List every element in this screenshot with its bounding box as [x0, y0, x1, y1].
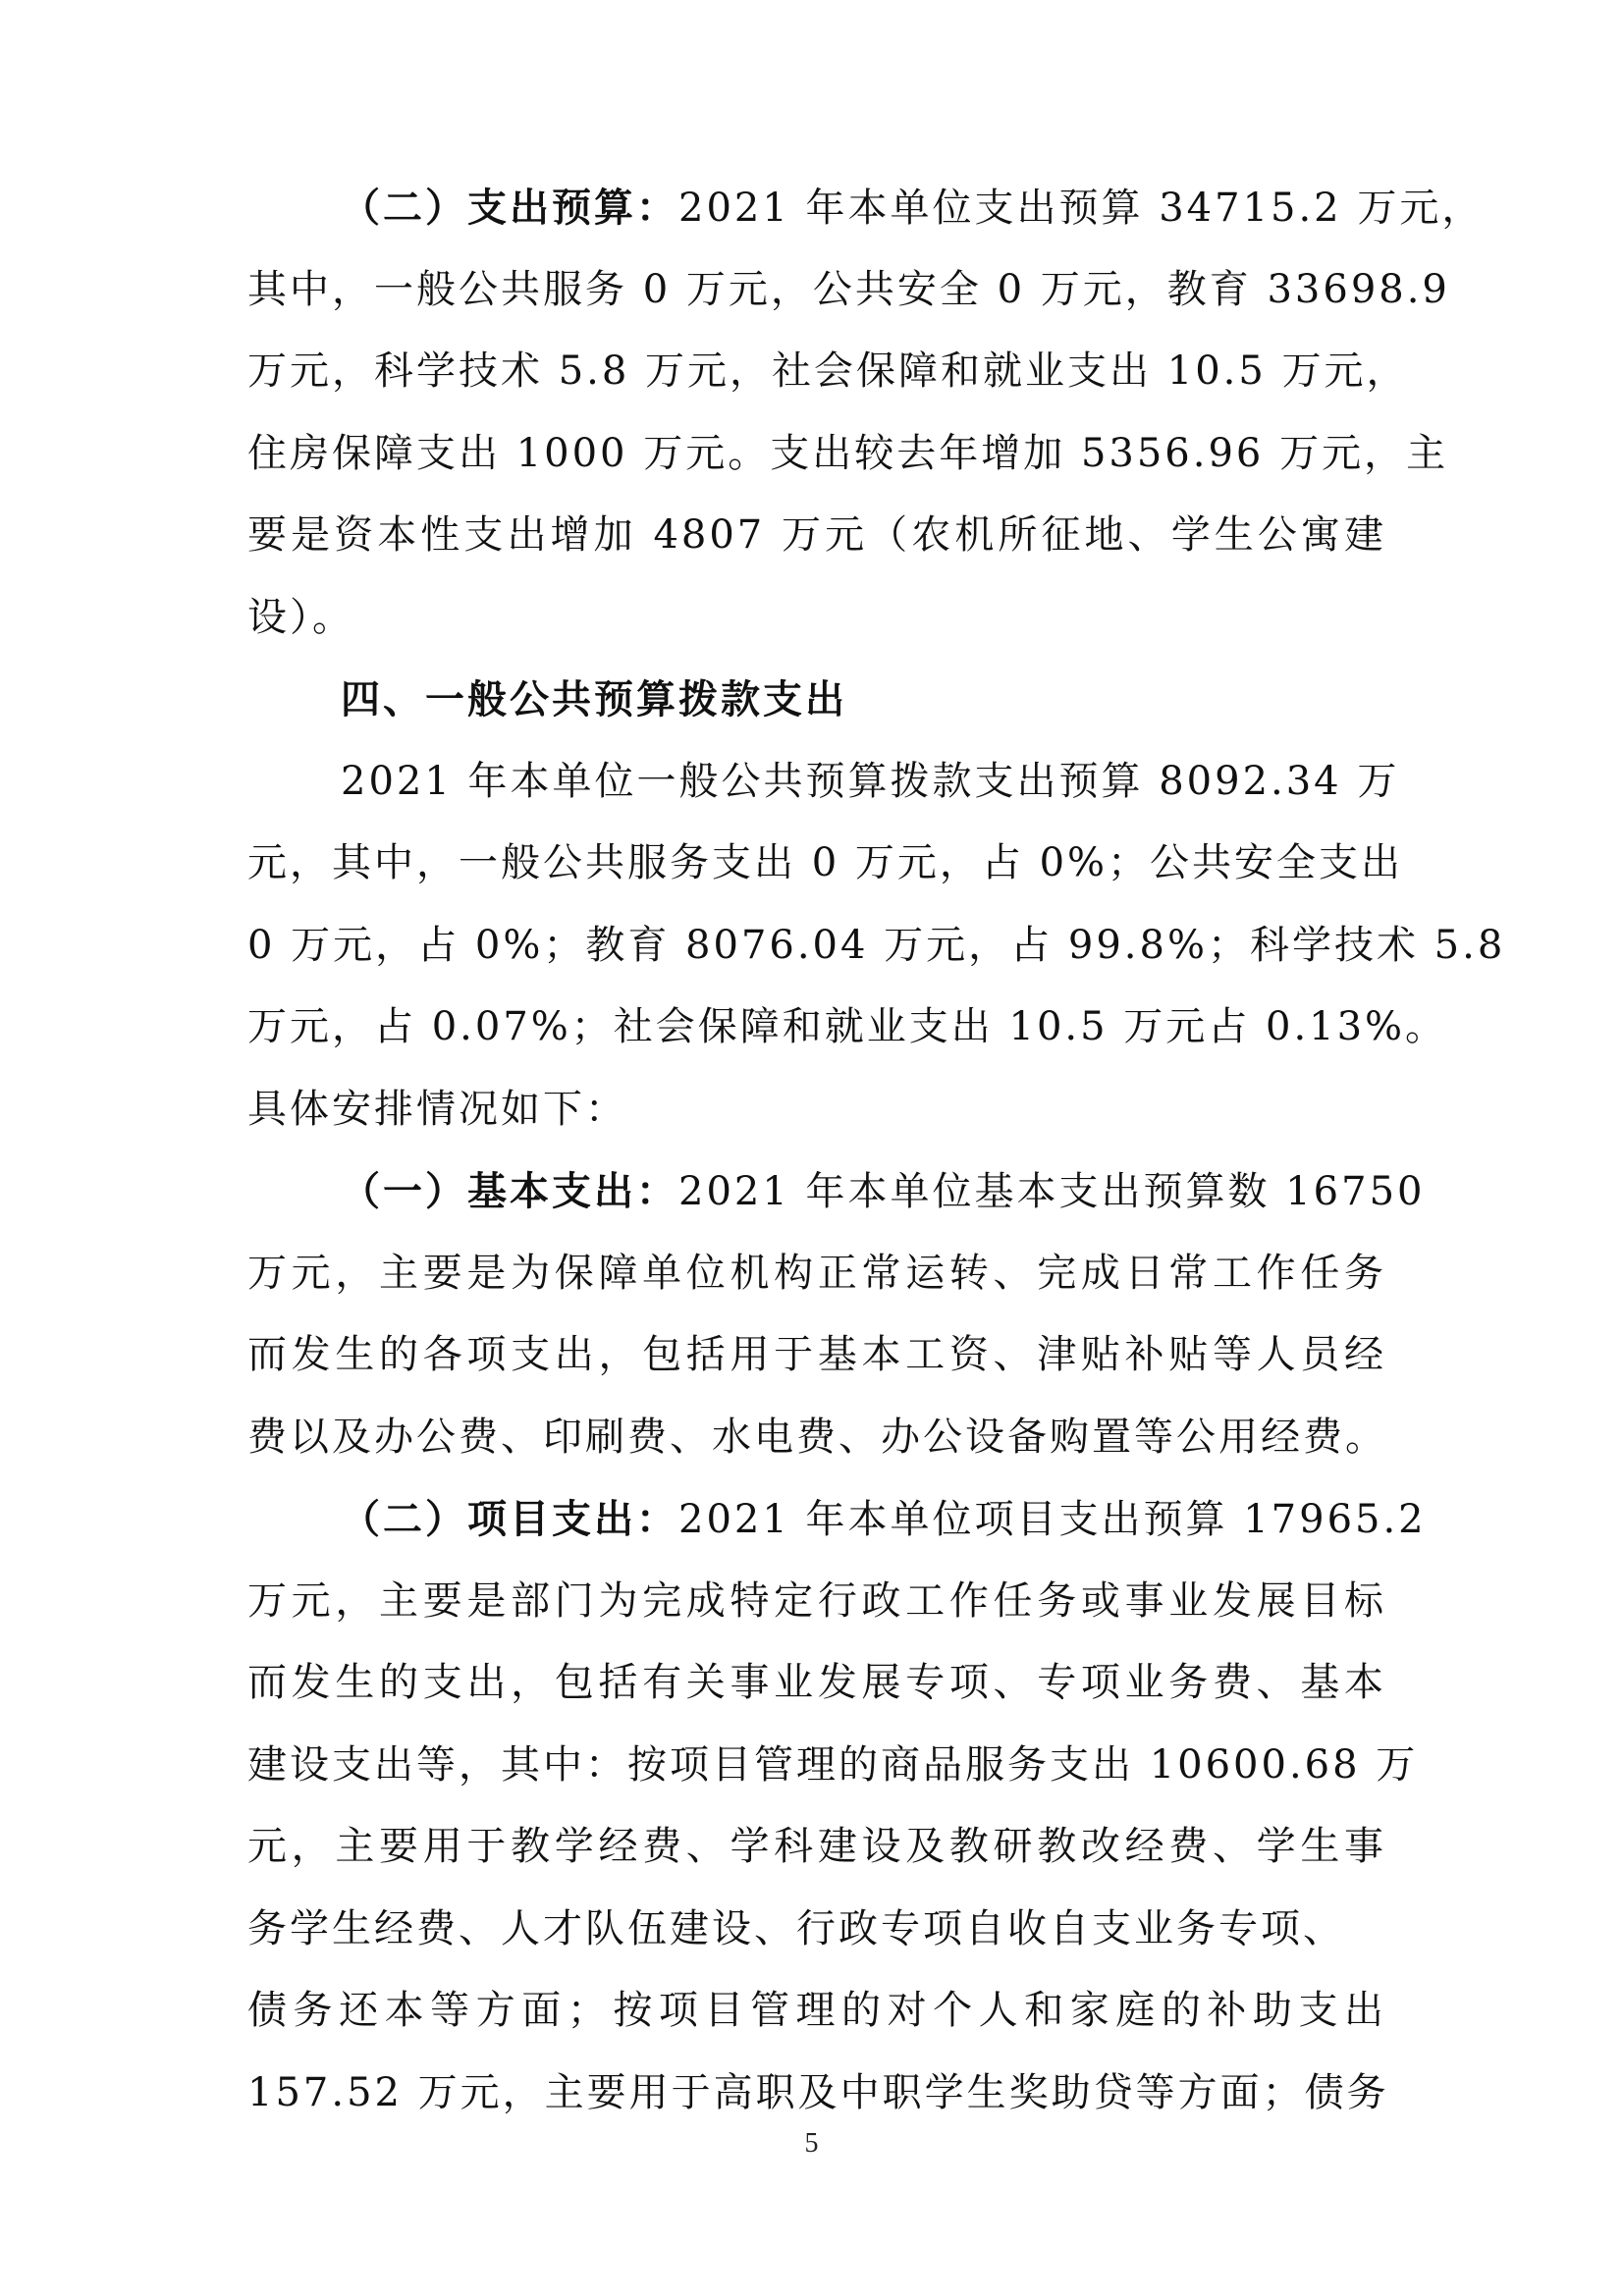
- text-line: 万元，主要是为保障单位机构正常运转、完成日常工作任务: [247, 1250, 1386, 1296]
- text-line: 务学生经费、人才队伍建设、行政专项自收自支业务专项、: [247, 1905, 1345, 1951]
- section-heading: [247, 659, 1386, 741]
- page-number: 5: [804, 2128, 819, 2159]
- heading-text: 四、一般公共预算拨款支出: [341, 676, 847, 722]
- text-line: 住房保障支出 1000 万元。支出较去年增加 5356.96 万元，主: [247, 430, 1449, 476]
- text-line: 万元，主要是部门为完成特定行政工作任务或事业发展目标: [247, 1577, 1386, 1624]
- text-line: （二）项目支出：2021 年本单位项目支出预算 17965.2: [341, 1496, 1427, 1542]
- bold-lead: （二）支出预算：: [341, 185, 678, 231]
- text-line: 0 万元，占 0%；教育 8076.04 万元，占 99.8%；科学技术 5.8: [247, 922, 1506, 968]
- text-line: 具体安排情况如下：: [247, 1086, 627, 1132]
- text-line: 而发生的各项支出，包括用于基本工资、津贴补贴等人员经: [247, 1332, 1386, 1377]
- text-line: 万元，占 0.07%；社会保障和就业支出 10.5 万元占 0.13%。: [247, 1004, 1448, 1049]
- bold-lead: （一）基本支出：: [341, 1168, 678, 1214]
- paragraph-project-expenditure: [247, 1478, 1427, 2134]
- text-line: 要是资本性支出增加 4807 万元（农机所征地、学生公寓建: [247, 512, 1386, 558]
- text-line: 其中，一般公共服务 0 万元，公共安全 0 万元，教育 33698.9: [247, 266, 1450, 312]
- paragraph-expenditure-budget: [247, 167, 1485, 659]
- text-line: 设）。: [247, 594, 354, 640]
- paragraph-general-budget: [247, 741, 1506, 1151]
- text-line: 157.52 万元，主要用于高职及中职学生奖助贷等方面；债务: [247, 2069, 1389, 2115]
- text-line: 万元，科学技术 5.8 万元，社会保障和就业支出 10.5 万元，: [247, 348, 1409, 394]
- text-line: 2021 年本单位一般公共预算拨款支出预算 8092.34 万: [341, 758, 1400, 804]
- text-line: 建设支出等，其中：按项目管理的商品服务支出 10600.68 万: [247, 1741, 1419, 1788]
- text-line: 债务还本等方面；按项目管理的对个人和家庭的补助支出: [247, 1988, 1386, 2033]
- text-line: 元，其中，一般公共服务支出 0 万元，占 0%；公共安全支出: [247, 840, 1404, 885]
- text-line: 元，主要用于教学经费、学科建设及教研教改经费、学生事: [247, 1824, 1386, 1869]
- text-line: 费以及办公费、印刷费、水电费、办公设备购置等公用经费。: [247, 1414, 1387, 1460]
- paragraph-basic-expenditure: [247, 1150, 1426, 1478]
- text-line: （一）基本支出：2021 年本单位基本支出预算数 16750: [341, 1168, 1426, 1214]
- document-page: [247, 167, 1506, 2134]
- text-line: 而发生的支出，包括有关事业发展专项、专项业务费、基本: [247, 1660, 1386, 1705]
- bold-lead: （二）项目支出：: [341, 1496, 678, 1542]
- text-line: （二）支出预算：2021 年本单位支出预算 34715.2 万元，: [341, 185, 1485, 231]
